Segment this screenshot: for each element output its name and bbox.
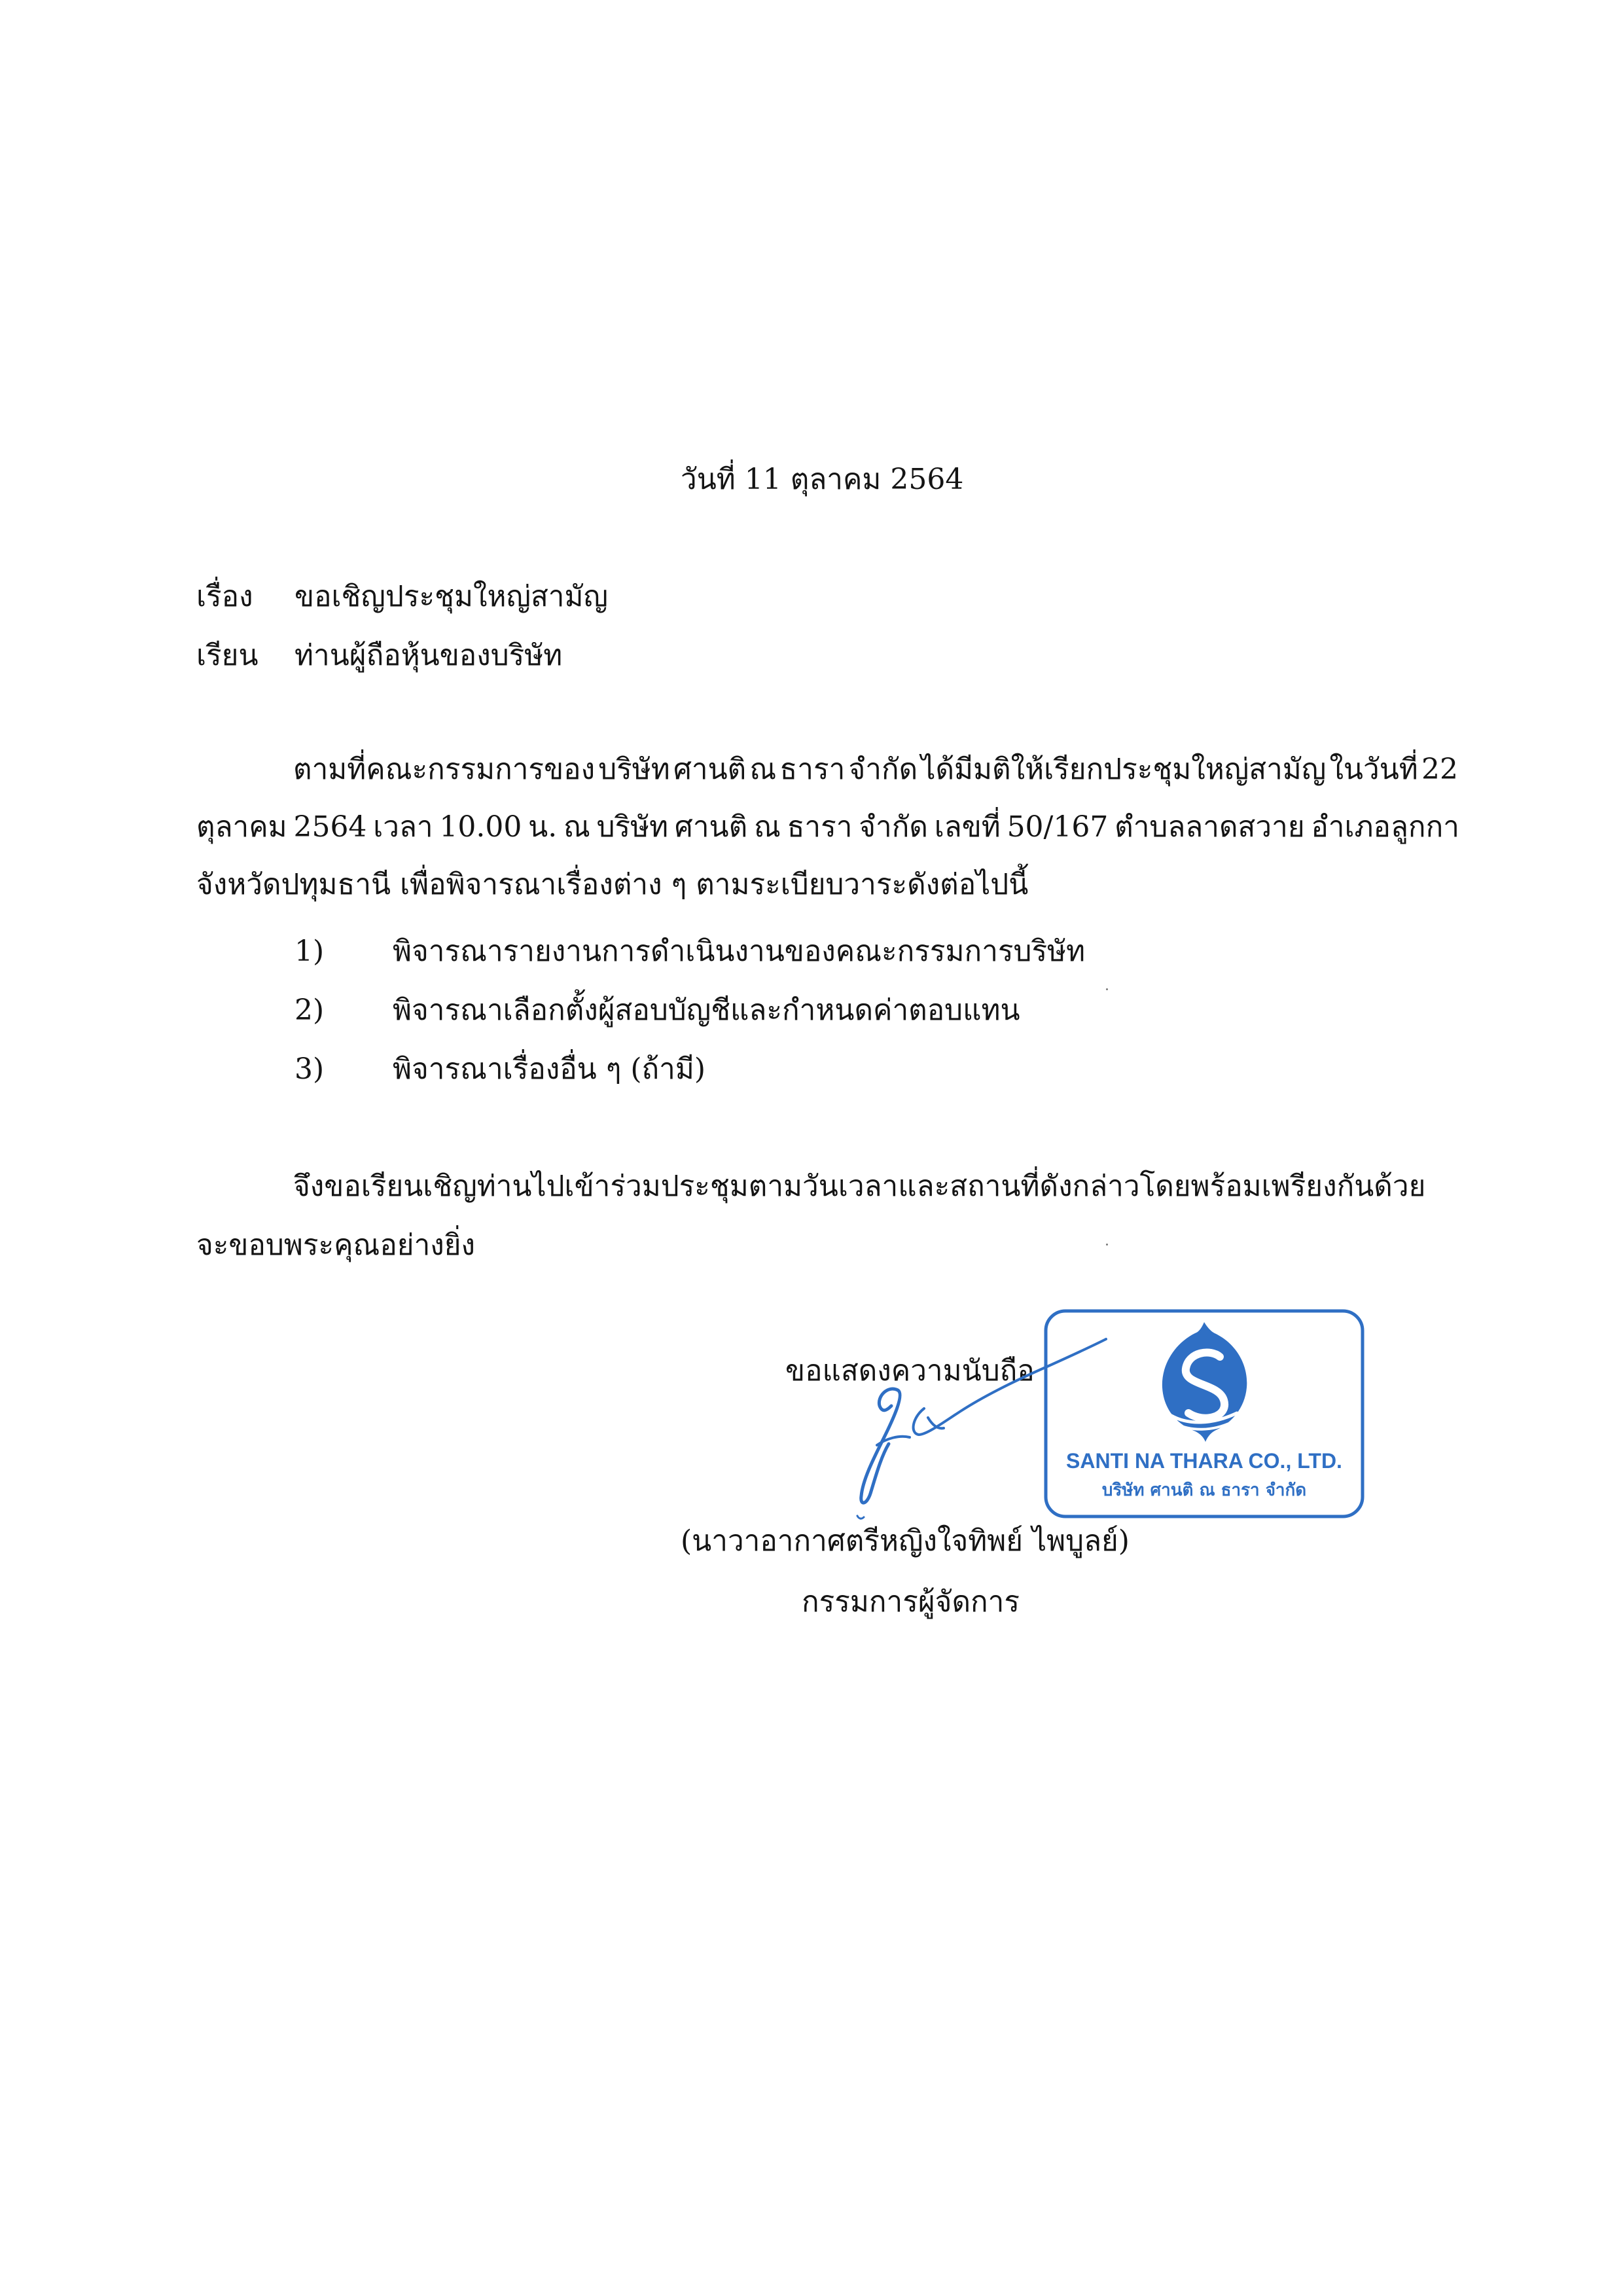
closing-line-1 xyxy=(293,1167,1426,1206)
body-line-1 xyxy=(293,750,1458,789)
body-word: อำเภอลูกกา xyxy=(1311,810,1459,844)
stamp-name-en: SANTI NA THARA CO., LTD. xyxy=(1066,1449,1342,1473)
body-word: ในวันที่ xyxy=(1329,753,1418,786)
agenda-number: 3) xyxy=(294,1052,325,1086)
body-word: ธารา xyxy=(787,810,853,844)
closing-line-2: จะขอบพระคุณอย่างยิ่ง xyxy=(196,1229,476,1262)
body-word: เวลา xyxy=(373,810,433,844)
agenda-item: พิจารณารายงานการดำเนินงานของคณะกรรมการบริษัท xyxy=(393,935,1086,968)
body-word: 2564 xyxy=(293,810,367,844)
stamp-name-th: บริษัท ศานติ ณ ธารา จำกัด xyxy=(1101,1480,1307,1500)
body-word: ตำบลลาดสวาย xyxy=(1115,810,1305,844)
body-word: 22 xyxy=(1421,753,1458,786)
body-word: 10.00 xyxy=(439,810,522,844)
body-word: จำกัด xyxy=(848,753,918,786)
body-word: ณ xyxy=(753,810,781,844)
agenda-number: 1) xyxy=(294,935,325,968)
closing-segment: เวลาและสถานที่ดังกล่าวโดยพร้อมเพรียงกันด้วย xyxy=(838,1170,1426,1203)
body-word: ณ xyxy=(749,753,777,786)
handwritten-signature xyxy=(831,1329,1119,1538)
agenda-item: พิจารณาเลือกตั้งผู้สอบบัญชีและกำหนดค่าตอบแทน xyxy=(393,994,1020,1027)
scan-speck xyxy=(1106,1244,1108,1246)
body-word: น. xyxy=(528,810,558,844)
scan-speck xyxy=(1106,988,1108,990)
letter-date: วันที่ 11 ตุลาคม 2564 xyxy=(681,463,964,496)
subject-label: เรื่อง xyxy=(196,580,253,613)
body-word: ได้มีมติให้เรียกประชุมใหญ่สามัญ xyxy=(921,753,1327,786)
valediction: ขอแสดงความนับถือ xyxy=(785,1354,1035,1388)
body-word: 50/167 xyxy=(1007,810,1109,844)
closing-segment: จึงขอเรียนเชิญท่านไปเข้าร่วมประชุมตามวัน xyxy=(293,1170,838,1203)
body-word: บริษัท xyxy=(598,753,670,786)
body-word: เลขที่ xyxy=(934,810,1001,844)
body-word: ณ xyxy=(563,810,590,844)
subject-text: ขอเชิญประชุมใหญ่สามัญ xyxy=(294,580,608,613)
body-word: บริษัท xyxy=(596,810,669,844)
agenda-number: 2) xyxy=(294,994,325,1027)
salutation-label: เรียน xyxy=(196,639,259,672)
signatory-name: (นาวาอากาศตรีหญิงใจทิพย์ ไพบูลย์) xyxy=(681,1524,1130,1558)
body-word: ตามที่คณะกรรมการของ xyxy=(293,753,596,786)
body-line-3: จังหวัดปทุมธานี เพื่อพิจารณาเรื่องต่าง ๆ ตามระเบียบวาระดังต่อไปนี้ xyxy=(196,868,1029,901)
body-word: จำกัด xyxy=(859,810,928,844)
signatory-title: กรรมการผู้จัดการ xyxy=(802,1585,1020,1619)
bodhi-leaf-icon xyxy=(1162,1322,1247,1442)
body-word: ศานติ xyxy=(674,810,748,844)
body-line-2 xyxy=(196,808,1459,847)
body-word: ธารา xyxy=(779,753,846,786)
agenda-item: พิจารณาเรื่องอื่น ๆ (ถ้ามี) xyxy=(393,1052,706,1086)
body-word: ตุลาคม xyxy=(196,810,287,844)
salutation-text: ท่านผู้ถือหุ้นของบริษัท xyxy=(294,639,563,672)
body-word: ศานติ xyxy=(673,753,747,786)
